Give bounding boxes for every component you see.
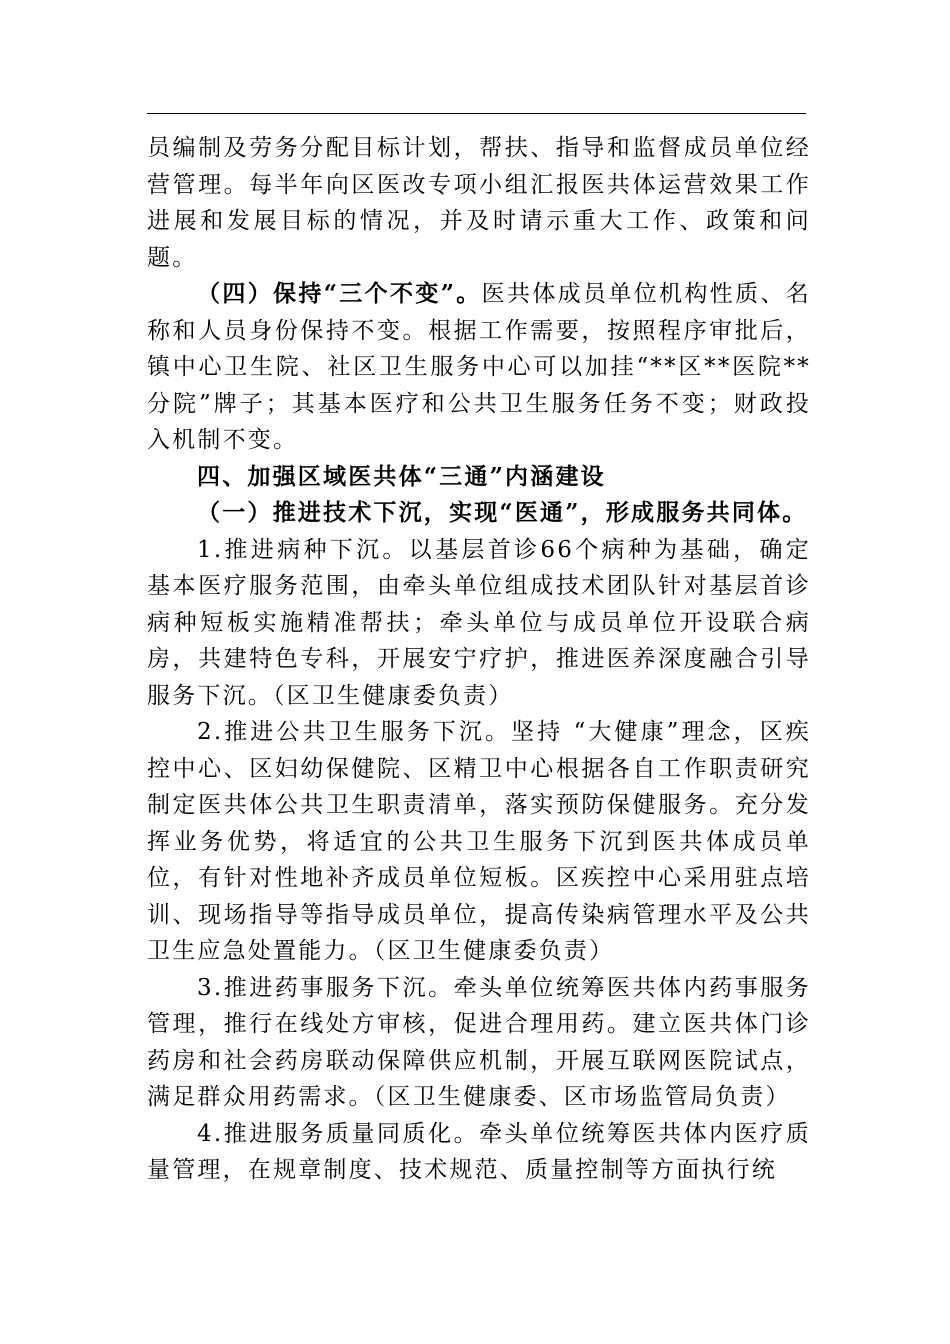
section-heading: 四、加强区域医共体“三通”内涵建设 (197, 462, 606, 490)
paragraph-body: 医共体成员单位机构性质、名称和人员身份保持不变。根据工作需要，按照程序审批后，镇中心卫生院、社区卫生服务中心可以加挂“**区**医院**分院”牌子；其基本医疗和公共卫生服务任务不变；财政投入机制不变。 (147, 281, 811, 453)
list-item-quality-homogenization: 4.推进服务质量同质化。牵头单位统筹医共体内医疗质量管理，在规章制度、技术规范、质量控制等方面执行统 (147, 1120, 811, 1183)
list-item-public-health-sinking: 2.推进公共卫生服务下沉。坚持 “大健康”理念，区疾控中心、区妇幼保健院、区精卫中心根据各自工作职责研究制定医共体公共卫生职责清单，落实预防保健服务。充分发挥业务优势，将适宜的公共卫生服务下沉到医共体成员单位，有针对性地补齐成员单位短板。区疾控中心采用驻点培训、现场指导等指导成员单位，提高传染病管理水平及公共卫生应急处置能力。（区卫生健康委负责） (147, 719, 811, 964)
paragraph-continuation: 员编制及劳务分配目标计划，帮扶、指导和监督成员单位经营管理。每半年向区医改专项小组汇报医共体运营效果工作进展和发展目标的情况，并及时请示重大工作、政策和问题。 (147, 135, 811, 271)
paragraph-lead-heading: （四）保持“三个不变”。 (197, 280, 482, 307)
document-body (147, 130, 811, 1189)
list-item-disease-sinking: 1.推进病种下沉。以基层首诊66个病种为基础，确定基本医疗服务范围，由牵头单位组成技术团队针对基层首诊病种短板实施精准帮扶；牵头单位与成员单位开设联合病房，共建特色专科，开展安宁疗护，推进医养深度融合引导服务下沉。（区卫生健康委负责） (147, 536, 811, 709)
header-rule (147, 113, 806, 114)
sub-heading: （一）推进技术下沉，实现“医通”，形成服务共同体。 (197, 499, 808, 526)
paragraph-three-unchanged (147, 276, 811, 459)
list-item-pharmacy-sinking: 3.推进药事服务下沉。牵头单位统筹医共体内药事服务管理，推行在线处方审核，促进合理用药。建立医共体门诊药房和社会药房联动保障供应机制，开展互联网医院试点，满足群众用药需求。（区卫生健康委、区市场监管局负责） (147, 974, 811, 1110)
